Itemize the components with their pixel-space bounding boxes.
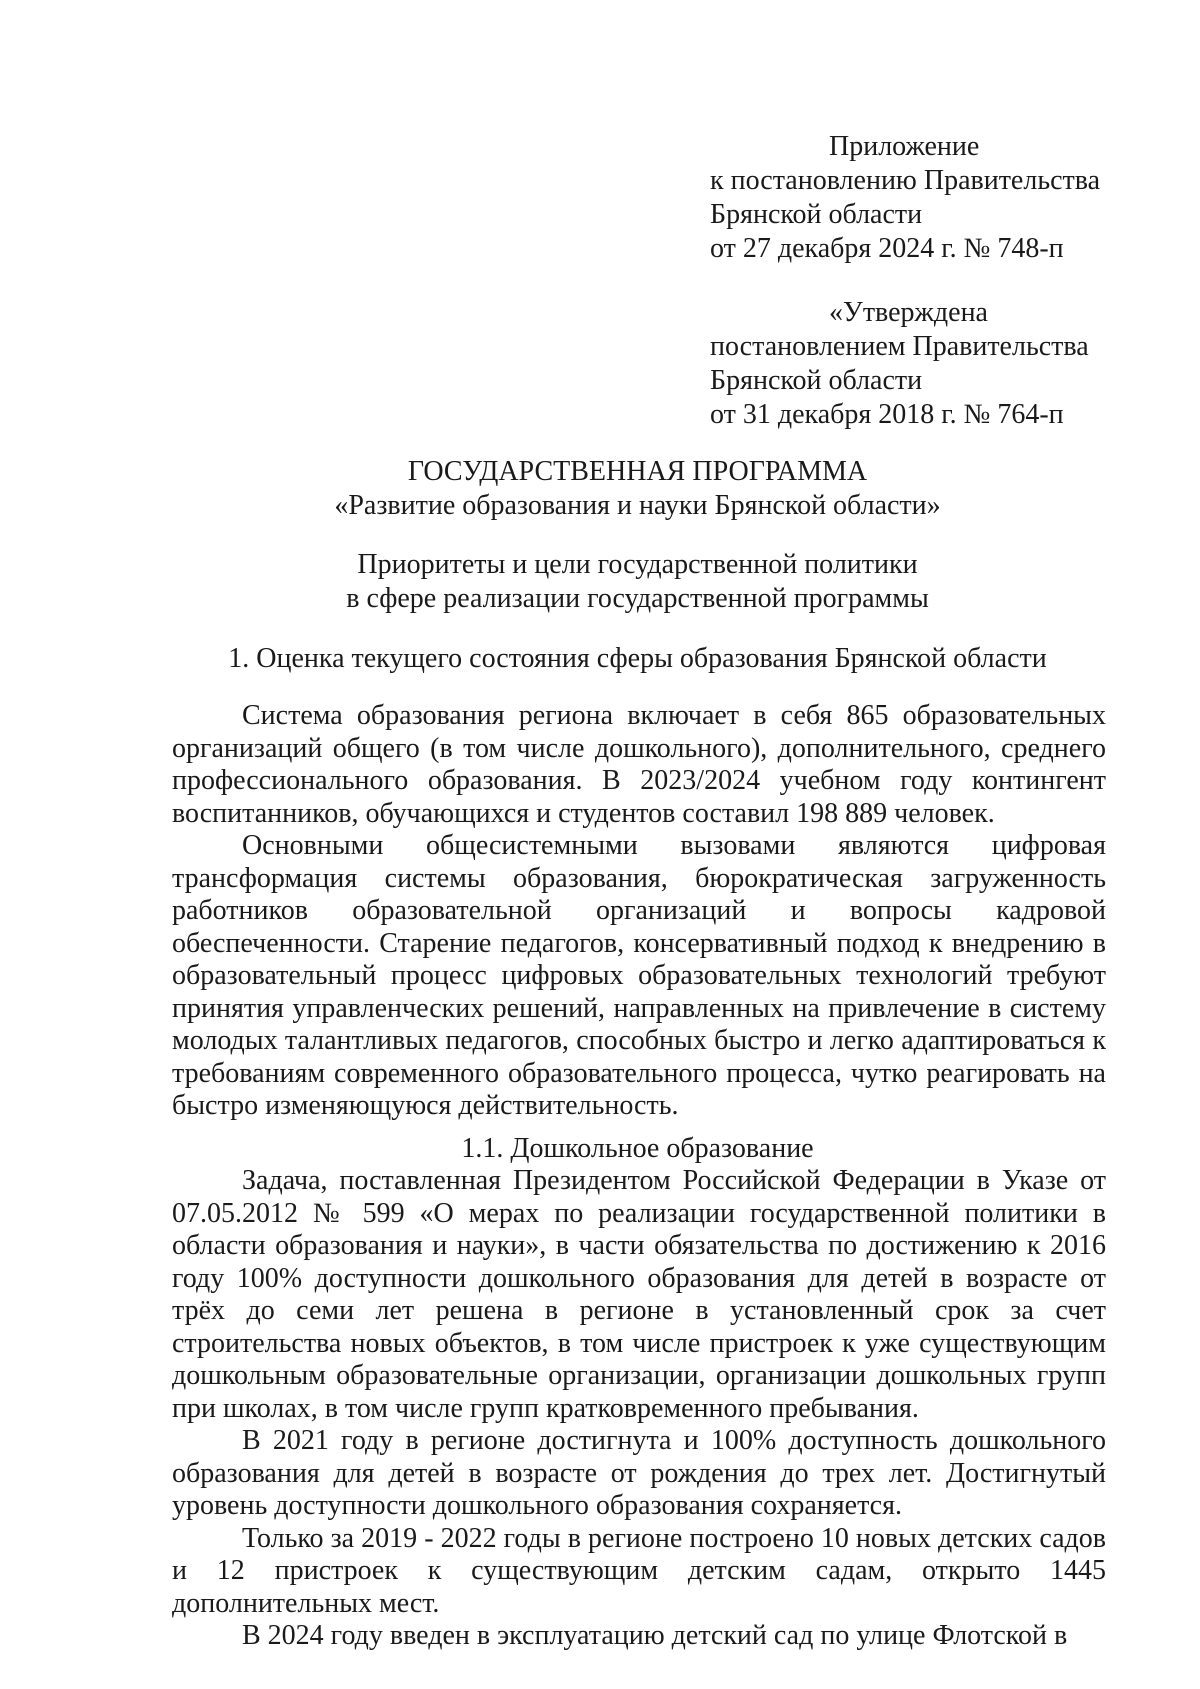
paragraph: Только за 2019 - 2022 годы в регионе построено 10 новых детских садов и 12 пристроек к существующим детским садам, открыто 1445 дополнительных мест. — [172, 1522, 1106, 1619]
program-subtitle: «Развитие образования и науки Брянской области» — [334, 490, 941, 521]
paragraph: Система образования региона включает в себя 865 образовательных организаций общего (в том числе дошкольного), дополнительного, среднего профессионального образования. В 2023/2024 учебном году контингент воспитанников, обучающихся и студентов составил 198 889 человек. — [172, 700, 1106, 829]
paragraph: В 2024 году введен в эксплуатацию детский сад по улице Флотской в — [242, 1620, 1068, 1651]
priorities-heading — [170, 548, 1105, 616]
program-heading — [170, 455, 1105, 523]
paragraph: В 2021 году в регионе достигнута и 100% доступность дошкольного образования для детей в возрасте от рождения до трех лет. Достигнутый уровень доступности дошкольного образования сохраняется. — [172, 1425, 1106, 1521]
approved-block — [710, 296, 1089, 432]
appendix-block — [710, 130, 1100, 266]
approved-title: «Утверждена — [829, 297, 988, 328]
section-1-heading: 1. Оценка текущего состояния сферы образования Брянской области — [228, 643, 1047, 674]
approved-line-3: Брянской области — [710, 365, 923, 396]
subsection-1-1-heading: 1.1. Дошкольное образование — [461, 1133, 814, 1164]
paragraph: Основными общесистемными вызовами являются цифровая трансформация системы образования, бюрократическая загруженность работников образовательной организаций и вопросы кадровой обеспеченности. Старение педагогов, консервативный подход к внедрению в образовательный процесс цифровых образовательных технологий требуют принятия управленческих решений, направленных на привлечение в систему молодых талантливых педагогов, способных быстро и легко адаптироваться к требованиям современного образовательного процесса, чутко реагировать на быстро изменяющуюся действительность. — [172, 830, 1106, 1121]
approved-date-number: от 31 декабря 2018 г. № 764-п — [710, 399, 1064, 430]
priorities-line-1: Приоритеты и цели государственной политики — [357, 549, 918, 580]
subsection-1-1-body — [172, 1165, 1106, 1653]
appendix-date-number: от 27 декабря 2024 г. № 748-п — [710, 233, 1064, 264]
appendix-line-3: Брянской области — [710, 199, 923, 230]
priorities-line-2: в сфере реализации государственной программы — [346, 583, 929, 614]
approved-line-2: постановлением Правительства — [710, 331, 1089, 362]
paragraph: Задача, поставленная Президентом Российской Федерации в Указе от 07.05.2012 № 599 «О мерах по реализации государственной политики в области образования и науки», в части обязательства по достижению к 2016 году 100% доступности дошкольного образования для детей в возрасте от трёх до семи лет решена в регионе в установленный срок за счет строительства новых объектов, в том числе пристроек к уже существующим дошкольным образовательные организации, организации дошкольных групп при школах, в том числе групп кратковременного пребывания. — [172, 1165, 1106, 1424]
section-1-body — [172, 700, 1106, 1123]
program-title: ГОСУДАРСТВЕННАЯ ПРОГРАММА — [407, 456, 868, 487]
appendix-line-2: к постановлению Правительства — [710, 165, 1101, 196]
appendix-title: Приложение — [829, 131, 980, 162]
